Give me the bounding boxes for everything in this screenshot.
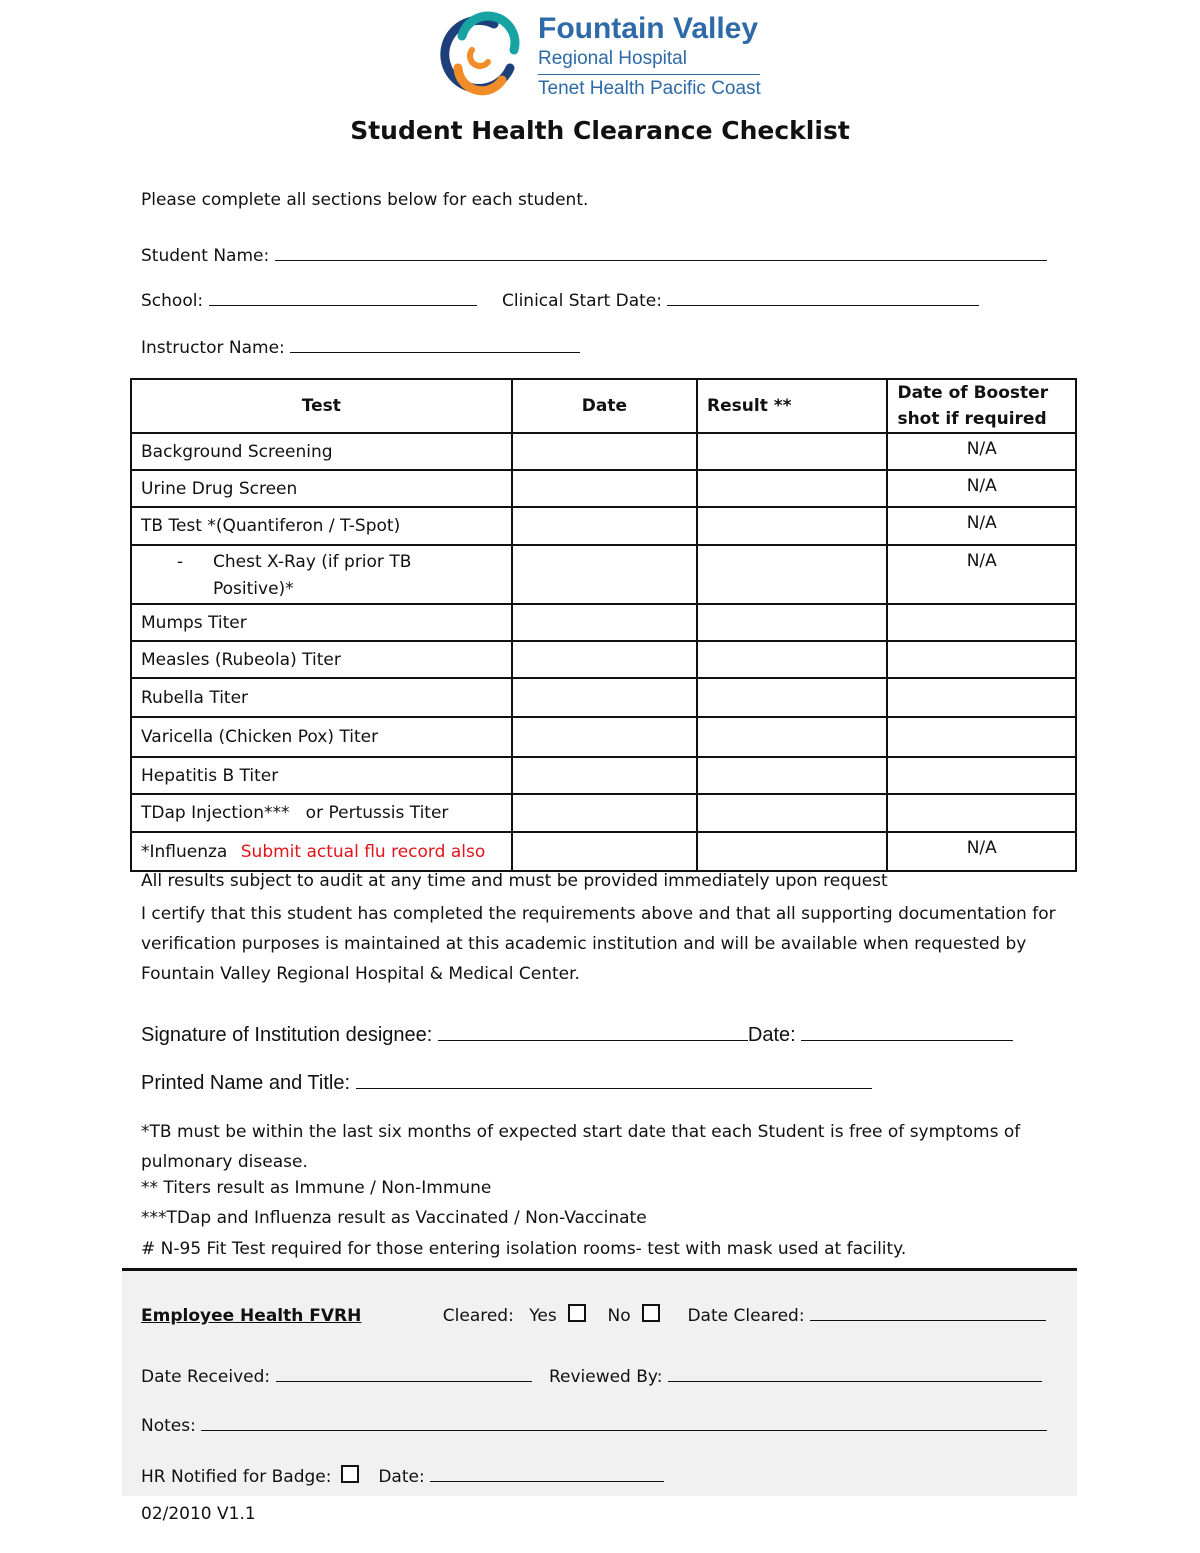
booster-cell: N/A (887, 507, 1076, 545)
logo-line-2: Regional Hospital (538, 48, 687, 69)
school-field[interactable] (209, 289, 477, 306)
instructor-field[interactable] (290, 336, 580, 353)
booster-cell[interactable] (887, 717, 1076, 757)
dash-bullet: - (177, 552, 184, 572)
table-row (131, 794, 1076, 832)
school-row (141, 289, 979, 311)
table-row (131, 757, 1076, 794)
cleared-yes-checkbox[interactable] (568, 1304, 586, 1322)
test-name: Varicella (Chicken Pox) Titer (131, 717, 512, 757)
signature-field[interactable] (438, 1020, 748, 1041)
booster-cell[interactable] (887, 678, 1076, 717)
date-cell[interactable] (512, 641, 697, 678)
date-cell[interactable] (512, 604, 697, 641)
col-header-result: Result ** (697, 379, 887, 433)
result-cell[interactable] (697, 470, 887, 507)
date-cell[interactable] (512, 794, 697, 832)
test-name: TDap Injection*** or Pertussis Titer (131, 794, 512, 832)
table-row (131, 717, 1076, 757)
table-header-row (131, 379, 1076, 433)
printed-name-field[interactable] (356, 1068, 872, 1089)
booster-cell[interactable] (887, 794, 1076, 832)
signature-row (141, 1020, 1013, 1047)
employee-health-row (141, 1304, 1046, 1326)
printed-name-label: Printed Name and Title: (141, 1072, 350, 1094)
result-cell[interactable] (697, 832, 887, 871)
footnote-tdap: ***TDap and Influenza result as Vaccinated / Non-Vaccinate (141, 1208, 647, 1228)
date-cell[interactable] (512, 545, 697, 604)
test-subitem (131, 545, 512, 604)
date-received-row (141, 1365, 1042, 1387)
version-label: 02/2010 V1.1 (141, 1504, 256, 1524)
logo-divider (538, 74, 760, 75)
booster-cell[interactable] (887, 604, 1076, 641)
flu-record-note: Submit actual flu record also (240, 841, 486, 862)
table-row (131, 470, 1076, 507)
footnote-n95: # N-95 Fit Test required for those entering isolation rooms- test with mask used at facility. (141, 1239, 907, 1259)
test-name: Background Screening (131, 433, 512, 470)
test-name: Rubella Titer (131, 678, 512, 717)
notes-row (141, 1414, 1047, 1436)
school-label: School: (141, 291, 204, 311)
result-cell[interactable] (697, 604, 887, 641)
booster-cell[interactable] (887, 757, 1076, 794)
booster-cell: N/A (887, 470, 1076, 507)
footnote-tb: *TB must be within the last six months of expected start date that each Student is free of symptoms of pulmonary disease. (141, 1122, 1021, 1172)
hr-date-field[interactable] (430, 1465, 664, 1482)
date-cleared-field[interactable] (810, 1304, 1046, 1321)
clinical-start-label: Clinical Start Date: (501, 291, 662, 311)
col-header-booster: Date of Booster shot if required (887, 379, 1076, 433)
notes-label: Notes: (141, 1416, 196, 1436)
student-name-row (141, 244, 1047, 266)
date-received-field[interactable] (276, 1365, 532, 1382)
test-name: Mumps Titer (131, 604, 512, 641)
instructor-label: Instructor Name: (141, 338, 285, 358)
cleared-label: Cleared: (442, 1306, 514, 1326)
date-cell[interactable] (512, 757, 697, 794)
logo-line-1: Fountain Valley (538, 12, 759, 45)
student-name-label: Student Name: (141, 246, 270, 266)
instructor-row (141, 336, 580, 358)
audit-note: All results subject to audit at any time and must be provided immediately upon request (141, 871, 888, 891)
result-cell[interactable] (697, 545, 887, 604)
notes-field[interactable] (201, 1414, 1047, 1431)
date-cell[interactable] (512, 717, 697, 757)
test-influenza (131, 832, 512, 871)
signature-date-field[interactable] (801, 1020, 1013, 1041)
result-cell[interactable] (697, 641, 887, 678)
hospital-logo (432, 8, 772, 104)
certify-text: I certify that this student has completed the requirements above and that all supporting documentation for verification purposes is maintained at this academic institution and will be available when requested by Fountain Valley Regional Hospital & Medical Center. (141, 904, 1056, 984)
clinical-start-field[interactable] (667, 289, 979, 306)
table-row (131, 545, 1076, 604)
date-cell[interactable] (512, 507, 697, 545)
hr-date-label: Date: (378, 1467, 425, 1487)
result-cell[interactable] (697, 507, 887, 545)
result-cell[interactable] (697, 717, 887, 757)
booster-cell: N/A (887, 433, 1076, 470)
result-cell[interactable] (697, 794, 887, 832)
logo-line-3: Tenet Health Pacific Coast (538, 78, 761, 99)
table-row (131, 433, 1076, 470)
date-cleared-label: Date Cleared: (687, 1306, 805, 1326)
date-cell[interactable] (512, 470, 697, 507)
result-cell[interactable] (697, 678, 887, 717)
col-header-date: Date (512, 379, 697, 433)
page-title: Student Health Clearance Checklist (350, 116, 850, 145)
col-header-test: Test (131, 379, 512, 433)
hr-notified-label: HR Notified for Badge: (141, 1467, 332, 1487)
reviewed-by-field[interactable] (668, 1365, 1042, 1382)
hr-notified-row (141, 1465, 664, 1487)
date-cell[interactable] (512, 678, 697, 717)
result-cell[interactable] (697, 757, 887, 794)
test-name: Urine Drug Screen (131, 470, 512, 507)
test-name: Hepatitis B Titer (131, 757, 512, 794)
intro-text: Please complete all sections below for each student. (141, 190, 589, 210)
test-name: Chest X-Ray (if prior TB Positive)* (213, 552, 412, 599)
reviewed-by-label: Reviewed By: (548, 1367, 663, 1387)
cleared-no-label: No (607, 1306, 631, 1326)
test-name: TB Test *(Quantiferon / T-Spot) (131, 507, 512, 545)
table-row (131, 832, 1076, 871)
test-name: Measles (Rubeola) Titer (131, 641, 512, 678)
employee-health-heading: Employee Health FVRH (141, 1306, 362, 1326)
table-row (131, 604, 1076, 641)
booster-cell: N/A (887, 832, 1076, 871)
result-cell[interactable] (697, 433, 887, 470)
booster-cell[interactable] (887, 641, 1076, 678)
printed-name-row (141, 1068, 872, 1095)
clearance-table (130, 378, 1077, 872)
table-row (131, 641, 1076, 678)
table-row (131, 678, 1076, 717)
table-row (131, 507, 1076, 545)
logo-mark-icon (432, 10, 524, 102)
date-cell[interactable] (512, 433, 697, 470)
signature-date-label: Date: (747, 1024, 796, 1046)
footnote-titers: ** Titers result as Immune / Non-Immune (141, 1178, 492, 1198)
cleared-yes-label: Yes (529, 1306, 557, 1326)
student-name-field[interactable] (275, 244, 1047, 261)
hr-notified-checkbox[interactable] (341, 1465, 359, 1483)
cleared-no-checkbox[interactable] (642, 1304, 660, 1322)
test-name: *Influenza (141, 841, 228, 862)
date-received-label: Date Received: (141, 1367, 271, 1387)
signature-label: Signature of Institution designee: (141, 1024, 433, 1046)
booster-cell: N/A (887, 545, 1076, 604)
date-cell[interactable] (512, 832, 697, 871)
